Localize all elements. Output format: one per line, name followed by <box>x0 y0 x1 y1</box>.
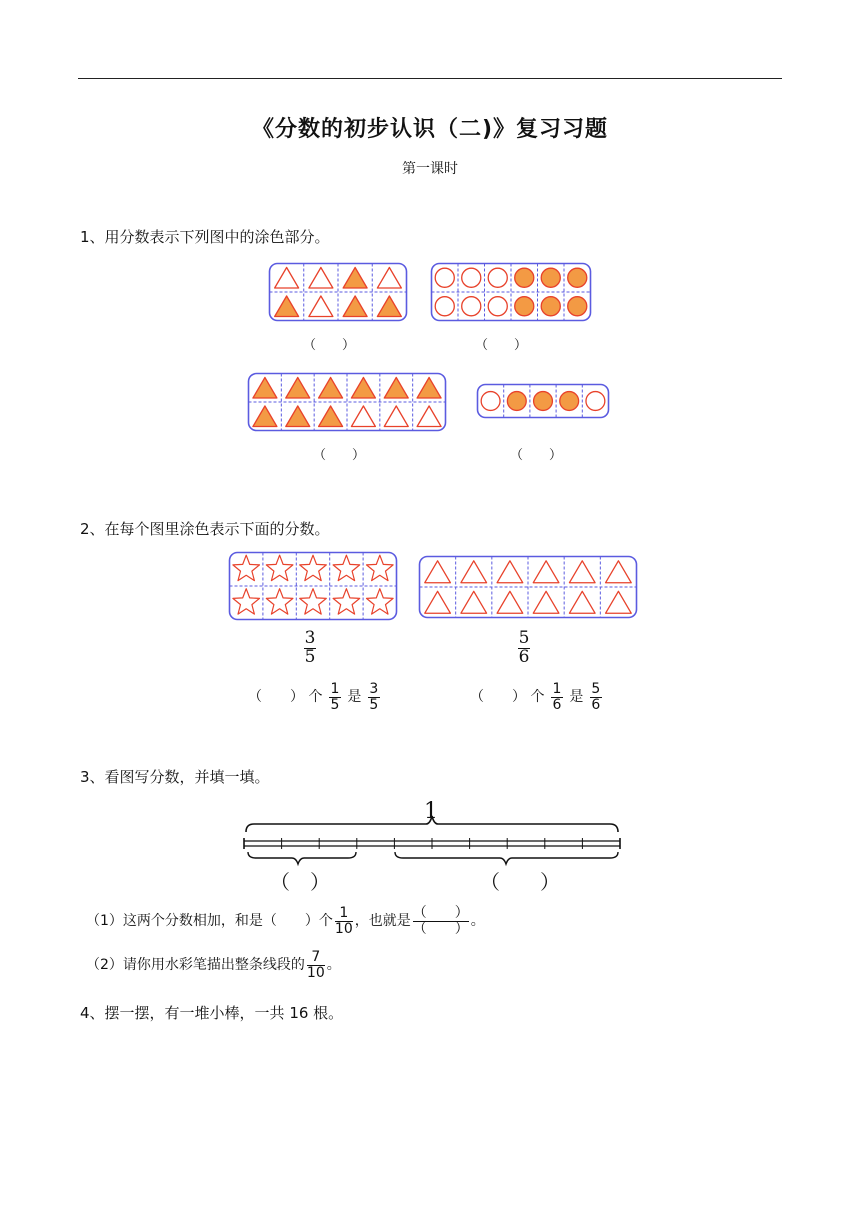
shaded-circle-icon <box>515 268 534 287</box>
q1-figure-triangles-a <box>268 262 408 322</box>
q3-part2: （2）请你用水彩笔描出整条线段的 $\frac{7}{10}$ 。 <box>86 949 341 981</box>
q3-prompt: 3、看图写分数，并填一填。 <box>80 768 270 786</box>
q3-left-answer-blank[interactable]: （ ） <box>270 870 330 894</box>
empty-circle-icon <box>586 392 605 411</box>
q1-figure-triangles-b <box>247 372 447 432</box>
empty-circle-icon <box>488 297 507 316</box>
q3-right-brace <box>395 852 618 864</box>
q3-right-answer-blank[interactable]: （ ） <box>480 870 560 894</box>
shaded-circle-icon <box>515 297 534 316</box>
q2-figure-triangles <box>418 555 638 619</box>
q3-part1: （1）这两个分数相加，和是（ ）个 $\frac{1}{10}$ ，也就是 $\frac{( )}{( )}$ 。 <box>86 905 485 937</box>
shaded-circle-icon <box>507 392 526 411</box>
shaded-circle-icon <box>541 268 560 287</box>
q4-prompt: 4、摆一摆，有一堆小棒，一共 16 根。 <box>80 1004 344 1022</box>
page-title: 《分数的初步认识（二)》复习习题 <box>251 117 609 142</box>
empty-circle-icon <box>435 268 454 287</box>
header-rule <box>78 78 782 79</box>
q2-prompt: 2、在每个图里涂色表示下面的分数。 <box>80 520 330 538</box>
q2-fill-line-1: （ ） 个 $\frac{1}{5}$ 是 $\frac{3}{5}$ <box>248 681 379 713</box>
empty-circle-icon <box>435 297 454 316</box>
q1-answer-blank-2[interactable]: （ ） <box>475 338 528 353</box>
q1-answer-blank-4[interactable]: （ ） <box>510 448 563 463</box>
empty-circle-icon <box>462 297 481 316</box>
q1-answer-blank-1[interactable]: （ ） <box>303 338 356 353</box>
q1-figure-circles-a <box>430 262 592 322</box>
q2-figure-stars <box>228 551 398 621</box>
q2-blank-1[interactable]: （ ） <box>248 689 304 706</box>
shaded-circle-icon <box>534 392 553 411</box>
q2-target-fraction-1: $\frac{3}{5}$ <box>304 628 316 667</box>
q3-part1-fraction-blank[interactable]: $\frac{( )}{( )}$ <box>412 905 469 937</box>
q1-prompt: 1、用分数表示下列图中的涂色部分。 <box>80 228 330 246</box>
shaded-circle-icon <box>560 392 579 411</box>
q2-target-fraction-2: $\frac{5}{6}$ <box>518 628 530 667</box>
empty-circle-icon <box>462 268 481 287</box>
shaded-circle-icon <box>568 268 587 287</box>
q1-figure-circles-b <box>476 383 610 419</box>
empty-circle-icon <box>481 392 500 411</box>
shaded-circle-icon <box>568 297 587 316</box>
page-subtitle: 第一课时 <box>402 161 458 177</box>
q1-answer-blank-3[interactable]: （ ） <box>313 448 366 463</box>
q3-left-brace <box>248 852 356 864</box>
q2-fill-line-2: （ ） 个 $\frac{1}{6}$ 是 $\frac{5}{6}$ <box>470 681 601 713</box>
q3-whole-label: 1 <box>424 799 438 824</box>
empty-circle-icon <box>488 268 507 287</box>
q2-blank-2[interactable]: （ ） <box>470 689 526 706</box>
shaded-circle-icon <box>541 297 560 316</box>
